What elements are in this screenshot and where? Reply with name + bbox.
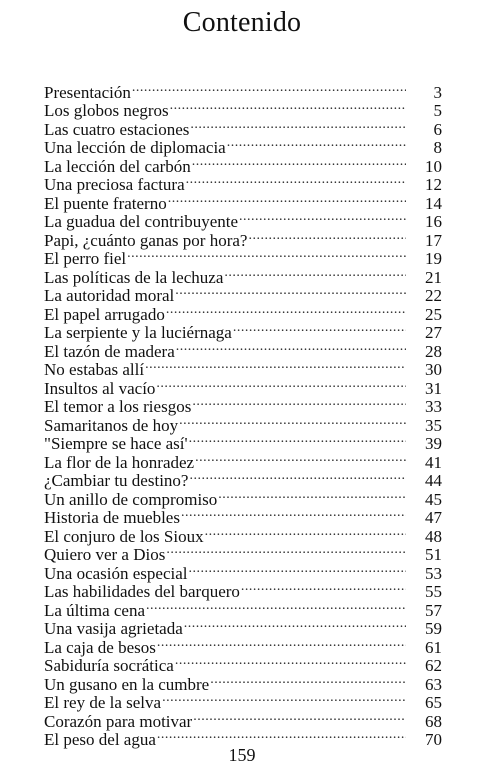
toc-entry xyxy=(44,357,442,379)
toc-entry-page-number: 6 xyxy=(433,119,442,139)
dot-leader xyxy=(176,338,406,357)
dot-leader xyxy=(157,727,406,746)
toc-entry-title: Corazón para motivar xyxy=(44,711,193,731)
dot-leader xyxy=(168,190,406,209)
dot-leader xyxy=(145,357,406,376)
toc-entry-title: Samaritanos de hoy xyxy=(44,415,179,435)
toc-entry-page-number: 28 xyxy=(425,341,442,361)
toc-entry xyxy=(44,542,442,564)
toc-entry-title: Una vasija agrietada xyxy=(44,619,183,638)
toc-entry-page-number: 17 xyxy=(425,230,442,250)
toc-entry-page-number: 65 xyxy=(425,693,442,712)
dot-leader xyxy=(184,616,406,635)
toc-entry-page-number: 35 xyxy=(425,415,442,435)
toc-entry-title: Las políticas de la lechuza xyxy=(44,267,224,287)
dot-leader xyxy=(218,486,406,505)
dot-leader xyxy=(193,708,406,727)
dot-leader xyxy=(181,505,406,524)
toc-entry-title: ¿Cambiar tu destino? xyxy=(44,471,189,490)
toc-entry-page-number: 57 xyxy=(425,600,442,620)
toc-entry-page-number: 53 xyxy=(425,563,442,583)
toc-entry-title: Sabiduría socrática xyxy=(44,656,174,675)
toc-entry xyxy=(44,320,442,342)
toc-entry xyxy=(44,616,442,638)
toc-entry-title: Una preciosa factura xyxy=(44,175,185,194)
toc-entry-title: El tazón de madera xyxy=(44,341,175,361)
dot-leader xyxy=(195,449,406,468)
toc-entry-page-number: 59 xyxy=(425,619,442,638)
toc-entry-title: No estabas allí xyxy=(44,360,145,379)
toc-entry-title: El temor a los riesgos xyxy=(44,397,192,416)
toc-entry-page-number: 41 xyxy=(425,452,442,472)
toc-entry-page-number: 27 xyxy=(425,323,442,342)
toc-entry xyxy=(44,431,442,453)
toc-entry-page-number: 21 xyxy=(425,267,442,287)
toc-entry-title: Quiero ver a Dios xyxy=(44,545,166,564)
toc-entry-page-number: 68 xyxy=(425,711,442,731)
toc-entry xyxy=(44,283,442,305)
toc-entry-title: Presentación xyxy=(44,82,131,102)
page-number: 159 xyxy=(228,745,256,765)
dot-leader xyxy=(175,653,406,672)
dot-leader xyxy=(210,671,406,690)
toc-entry-page-number: 3 xyxy=(433,82,442,102)
toc-entry-title: El puente fraterno xyxy=(44,193,167,213)
toc-entry-title: Las habilidades del barquero xyxy=(44,582,240,601)
dot-leader xyxy=(162,690,406,709)
toc-entry xyxy=(44,653,442,675)
toc-entry-title: Papi, ¿cuánto ganas por hora? xyxy=(44,230,248,250)
dot-leader xyxy=(166,301,406,320)
dot-leader xyxy=(132,79,406,98)
toc-entry-page-number: 12 xyxy=(425,175,442,194)
toc-entry-page-number: 19 xyxy=(425,249,442,268)
toc-entry-title: La autoridad moral xyxy=(44,286,175,305)
toc-entry-page-number: 62 xyxy=(425,656,442,675)
toc-entry-title: El peso del agua xyxy=(44,730,156,749)
toc-entry-page-number: 63 xyxy=(425,674,442,694)
toc-entry-page-number: 8 xyxy=(433,138,442,157)
toc-entry xyxy=(44,79,442,102)
toc-entry-page-number: 44 xyxy=(425,471,442,490)
toc-entry xyxy=(44,579,442,601)
dot-leader xyxy=(190,116,406,135)
toc-entry-page-number: 22 xyxy=(425,286,442,305)
dot-leader xyxy=(248,227,406,246)
dot-leader xyxy=(146,597,406,616)
toc-entry-title: Los globos negros xyxy=(44,101,169,120)
dot-leader xyxy=(233,320,406,339)
toc-entry xyxy=(44,98,442,120)
dot-leader xyxy=(179,412,406,431)
toc-entry-page-number: 10 xyxy=(425,156,442,176)
toc-entry xyxy=(44,209,442,231)
toc-entry-title: Una ocasión especial xyxy=(44,563,188,583)
dot-leader xyxy=(186,172,406,191)
toc-entry-title: La lección del carbón xyxy=(44,156,191,176)
toc-entry-page-number: 51 xyxy=(425,545,442,564)
dot-leader xyxy=(157,634,406,653)
dot-leader xyxy=(224,264,406,283)
page-title: Contenido xyxy=(182,7,302,38)
dot-leader xyxy=(189,468,406,487)
dot-leader xyxy=(189,560,407,579)
toc-entry-page-number: 39 xyxy=(425,434,442,453)
dot-leader xyxy=(192,394,406,413)
toc-entry-title: Insultos al vacío xyxy=(44,378,156,398)
toc-entry-title: La última cena xyxy=(44,600,146,620)
toc-entry-title: El perro fiel xyxy=(44,249,127,268)
toc-entry xyxy=(44,690,442,712)
toc-entry-title: "Siempre se hace así' xyxy=(44,434,188,453)
toc-entry xyxy=(44,727,442,749)
table-of-contents xyxy=(44,79,442,749)
toc-entry-title: La guadua del contribuyente xyxy=(44,212,239,231)
toc-entry-title: La serpiente y la luciérnaga xyxy=(44,323,232,342)
dot-leader xyxy=(227,135,406,154)
dot-leader xyxy=(170,98,406,117)
dot-leader xyxy=(239,209,406,228)
toc-entry-page-number: 14 xyxy=(425,193,442,213)
dot-leader xyxy=(156,375,406,394)
toc-entry-page-number: 33 xyxy=(425,397,442,416)
toc-entry-page-number: 48 xyxy=(425,526,442,546)
dot-leader xyxy=(205,523,406,542)
toc-entry-title: Un anillo de compromiso xyxy=(44,489,218,509)
dot-leader xyxy=(175,283,406,302)
toc-entry-page-number: 45 xyxy=(425,489,442,509)
dot-leader xyxy=(241,579,406,598)
toc-entry-page-number: 5 xyxy=(433,101,442,120)
toc-entry-title: El papel arrugado xyxy=(44,304,165,324)
toc-entry-page-number: 61 xyxy=(425,637,442,657)
toc-entry-page-number: 47 xyxy=(425,508,442,527)
dot-leader xyxy=(127,246,406,265)
toc-entry xyxy=(44,246,442,268)
toc-entry xyxy=(44,505,442,527)
toc-entry-title: El rey de la selva xyxy=(44,693,162,712)
toc-entry xyxy=(44,135,442,157)
toc-entry-page-number: 55 xyxy=(425,582,442,601)
toc-entry-page-number: 70 xyxy=(425,730,442,749)
dot-leader xyxy=(166,542,406,561)
toc-entry-page-number: 25 xyxy=(425,304,442,324)
toc-entry-page-number: 31 xyxy=(425,378,442,398)
toc-entry-title: La flor de la honradez xyxy=(44,452,195,472)
toc-entry-title: El conjuro de los Sioux xyxy=(44,526,204,546)
toc-entry-page-number: 30 xyxy=(425,360,442,379)
toc-entry-title: Las cuatro estaciones xyxy=(44,119,190,139)
toc-entry-title: Un gusano en la cumbre xyxy=(44,674,210,694)
toc-entry-page-number: 16 xyxy=(425,212,442,231)
toc-entry xyxy=(44,468,442,490)
toc-entry-title: Historia de muebles xyxy=(44,508,180,527)
toc-entry-title: Una lección de diplomacia xyxy=(44,138,226,157)
dot-leader xyxy=(192,153,406,172)
toc-entry xyxy=(44,394,442,416)
toc-entry xyxy=(44,172,442,194)
toc-entry-title: La caja de besos xyxy=(44,637,156,657)
dot-leader xyxy=(189,431,406,450)
